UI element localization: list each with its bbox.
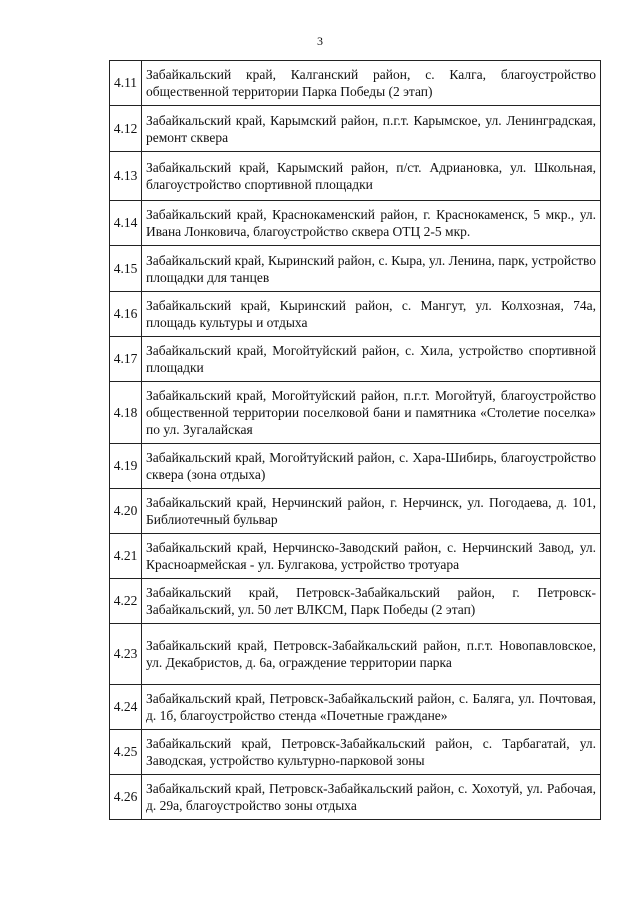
row-description: Забайкальский край, Могойтуйский район, с. Хара-Шибирь, благоустройство сквера (зона отдыха) xyxy=(142,444,601,489)
table-row xyxy=(110,624,601,685)
row-number: 4.16 xyxy=(110,292,142,337)
table-row xyxy=(110,444,601,489)
table-row xyxy=(110,489,601,534)
row-description: Забайкальский край, Нерчинско-Заводский район, с. Нерчинский Завод, ул. Красноармейская - ул. Булгакова, устройство тротуара xyxy=(142,534,601,579)
table-row xyxy=(110,534,601,579)
row-number: 4.12 xyxy=(110,106,142,152)
table-row xyxy=(110,292,601,337)
row-description: Забайкальский край, Краснокаменский район, г. Краснокаменск, 5 мкр., ул. Ивана Лонковича, благоустройство сквера ОТЦ 2-5 мкр. xyxy=(142,201,601,246)
row-number: 4.19 xyxy=(110,444,142,489)
row-number: 4.13 xyxy=(110,152,142,201)
row-number: 4.21 xyxy=(110,534,142,579)
row-description: Забайкальский край, Петровск-Забайкальский район, с. Хохотуй, ул. Рабочая, д. 29а, благоустройство зоны отдыха xyxy=(142,775,601,820)
row-description: Забайкальский край, Могойтуйский район, с. Хила, устройство спортивной площадки xyxy=(142,337,601,382)
table-row xyxy=(110,246,601,292)
row-description: Забайкальский край, Калганский район, с. Калга, благоустройство общественной территории Парка Победы (2 этап) xyxy=(142,61,601,106)
row-description: Забайкальский край, Кыринский район, с. Кыра, ул. Ленина, парк, устройство площадки для танцев xyxy=(142,246,601,292)
table-row xyxy=(110,730,601,775)
table-row xyxy=(110,106,601,152)
row-number: 4.20 xyxy=(110,489,142,534)
page-number: 3 xyxy=(317,34,323,48)
row-number: 4.24 xyxy=(110,685,142,730)
row-description: Забайкальский край, Петровск-Забайкальский район, г. Петровск-Забайкальский, ул. 50 лет ВЛКСМ, Парк Победы (2 этап) xyxy=(142,579,601,624)
row-description: Забайкальский край, Карымский район, п/ст. Адриановка, ул. Школьная, благоустройство спортивной площадки xyxy=(142,152,601,201)
table-row xyxy=(110,201,601,246)
table-row xyxy=(110,685,601,730)
row-number: 4.25 xyxy=(110,730,142,775)
row-number: 4.11 xyxy=(110,61,142,106)
row-number: 4.17 xyxy=(110,337,142,382)
row-description: Забайкальский край, Кыринский район, с. Мангут, ул. Колхозная, 74а, площадь культуры и отдыха xyxy=(142,292,601,337)
table-row xyxy=(110,337,601,382)
row-number: 4.23 xyxy=(110,624,142,685)
row-description: Забайкальский край, Петровск-Забайкальский район, с. Тарбагатай, ул. Заводская, устройство культурно-парковой зоны xyxy=(142,730,601,775)
row-number: 4.18 xyxy=(110,382,142,444)
row-description: Забайкальский край, Могойтуйский район, п.г.т. Могойтуй, благоустройство общественной территории поселковой бани и памятника «Столетие поселка» по ул. Зугалайская xyxy=(142,382,601,444)
table-row xyxy=(110,579,601,624)
row-description: Забайкальский край, Петровск-Забайкальский район, п.г.т. Новопавловское, ул. Декабристов, д. 6а, ограждение территории парка xyxy=(142,624,601,685)
table-row xyxy=(110,61,601,106)
table-row xyxy=(110,152,601,201)
row-number: 4.26 xyxy=(110,775,142,820)
row-number: 4.15 xyxy=(110,246,142,292)
table-row xyxy=(110,382,601,444)
items-table xyxy=(109,60,601,820)
row-number: 4.14 xyxy=(110,201,142,246)
table-row xyxy=(110,775,601,820)
row-description: Забайкальский край, Петровск-Забайкальский район, с. Баляга, ул. Почтовая, д. 1б, благоустройство стенда «Почетные граждане» xyxy=(142,685,601,730)
row-description: Забайкальский край, Нерчинский район, г. Нерчинск, ул. Погодаева, д. 101, Библиотечный бульвар xyxy=(142,489,601,534)
row-number: 4.22 xyxy=(110,579,142,624)
row-description: Забайкальский край, Карымский район, п.г.т. Карымское, ул. Ленинградская, ремонт сквера xyxy=(142,106,601,152)
